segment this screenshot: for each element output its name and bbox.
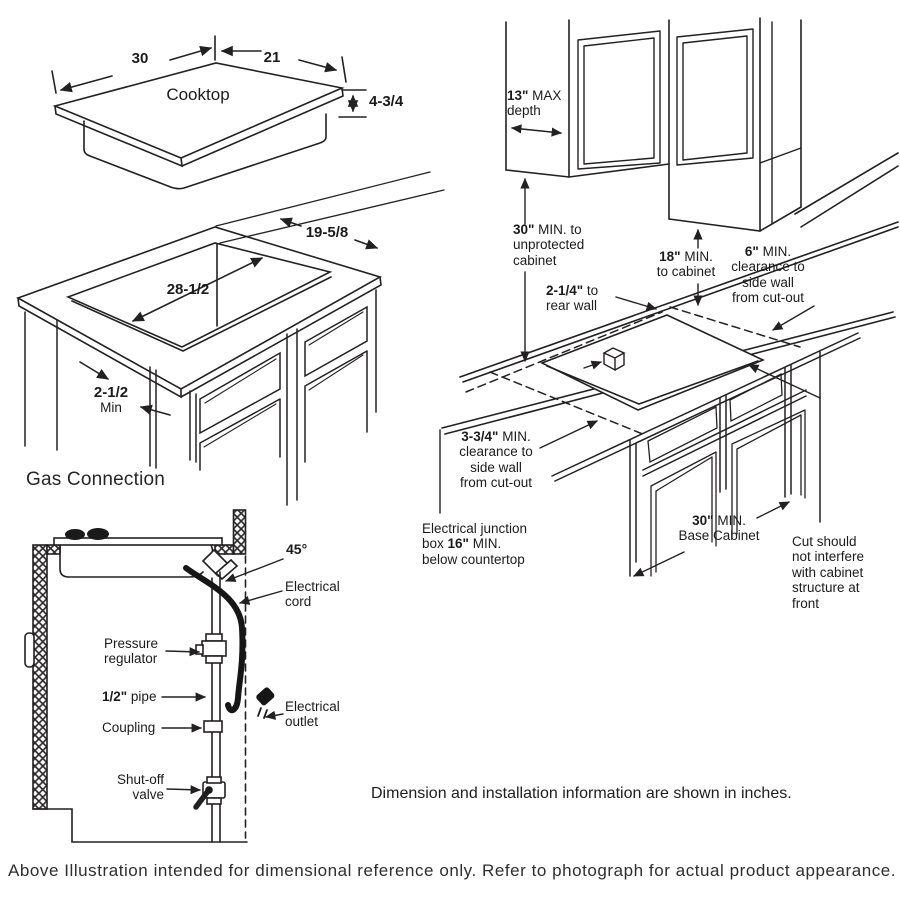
coupling-fitting <box>204 721 222 732</box>
electrical-cord-label: Electrical cord <box>285 579 340 610</box>
side-wall-right-label: 6" MIN. clearance to side wall from cut-out <box>731 244 805 306</box>
min-to-cabinet-label: 18" MIN. to cabinet <box>656 249 716 280</box>
rear-wall-label: 2-1/4" to rear wall <box>546 283 599 314</box>
dim-depth-label: 21 <box>263 49 281 66</box>
cabinet-base-outline <box>33 809 247 842</box>
wall-cabinet-right <box>669 18 801 231</box>
shutoff-valve-label: Shut-off valve <box>116 772 164 803</box>
units-note: Dimension and installation information are shown in inches. <box>371 785 792 802</box>
side-wall-left-label: 3-3/4" MIN. clearance to side wall from cut-out <box>459 429 533 491</box>
junction-box-label: Electrical junction box 16" MIN. below countertop <box>422 521 528 567</box>
electrical-plug <box>255 686 276 706</box>
pipe-label: 1/2" pipe <box>102 689 157 704</box>
pressure-regulator-fitting <box>196 634 226 663</box>
side-wall-lines <box>795 153 898 227</box>
dim-height-label: 4-3/4 <box>369 93 404 110</box>
burner-grate <box>87 528 109 540</box>
burner-grate <box>65 529 85 540</box>
base-cabinet-label: 30" MIN. Base Cabinet <box>678 513 760 544</box>
cooktop-isometric-drawing <box>52 36 366 189</box>
door-handle <box>25 633 34 667</box>
dim-cutout-depth-label: 19-5/8 <box>305 224 349 241</box>
countertop-cutout <box>542 315 763 410</box>
cooktop-surface-label: Cooktop <box>166 85 230 104</box>
shutoff-valve-fitting <box>196 777 225 807</box>
right-wall-section <box>234 510 246 554</box>
dim-front-min-label: 2-1/2 Min <box>93 384 129 416</box>
footer-disclaimer: Above Illustration intended for dimensional reference only. Refer to photograph for actual product appearance. <box>8 861 897 880</box>
pressure-regulator-label: Pressure regulator <box>104 636 159 667</box>
coupling-label: Coupling <box>102 720 156 735</box>
min-unprotected-label: 30" MIN. to unprotected cabinet <box>513 222 585 268</box>
gas-connection-title: Gas Connection <box>26 469 166 490</box>
max-depth-label: 13" MAX depth <box>507 88 562 119</box>
dim-width-label: 30 <box>131 50 149 67</box>
cut-note-label: Cut should not interfere with cabinet structure at front <box>792 534 865 611</box>
cutout-cabinet-drawing <box>18 172 444 505</box>
angle-label: 45° <box>286 541 308 557</box>
dim-cutout-width-label: 28-1/2 <box>166 281 210 298</box>
electrical-outlet-label: Electrical outlet <box>285 699 340 730</box>
left-wall-section <box>33 545 47 809</box>
